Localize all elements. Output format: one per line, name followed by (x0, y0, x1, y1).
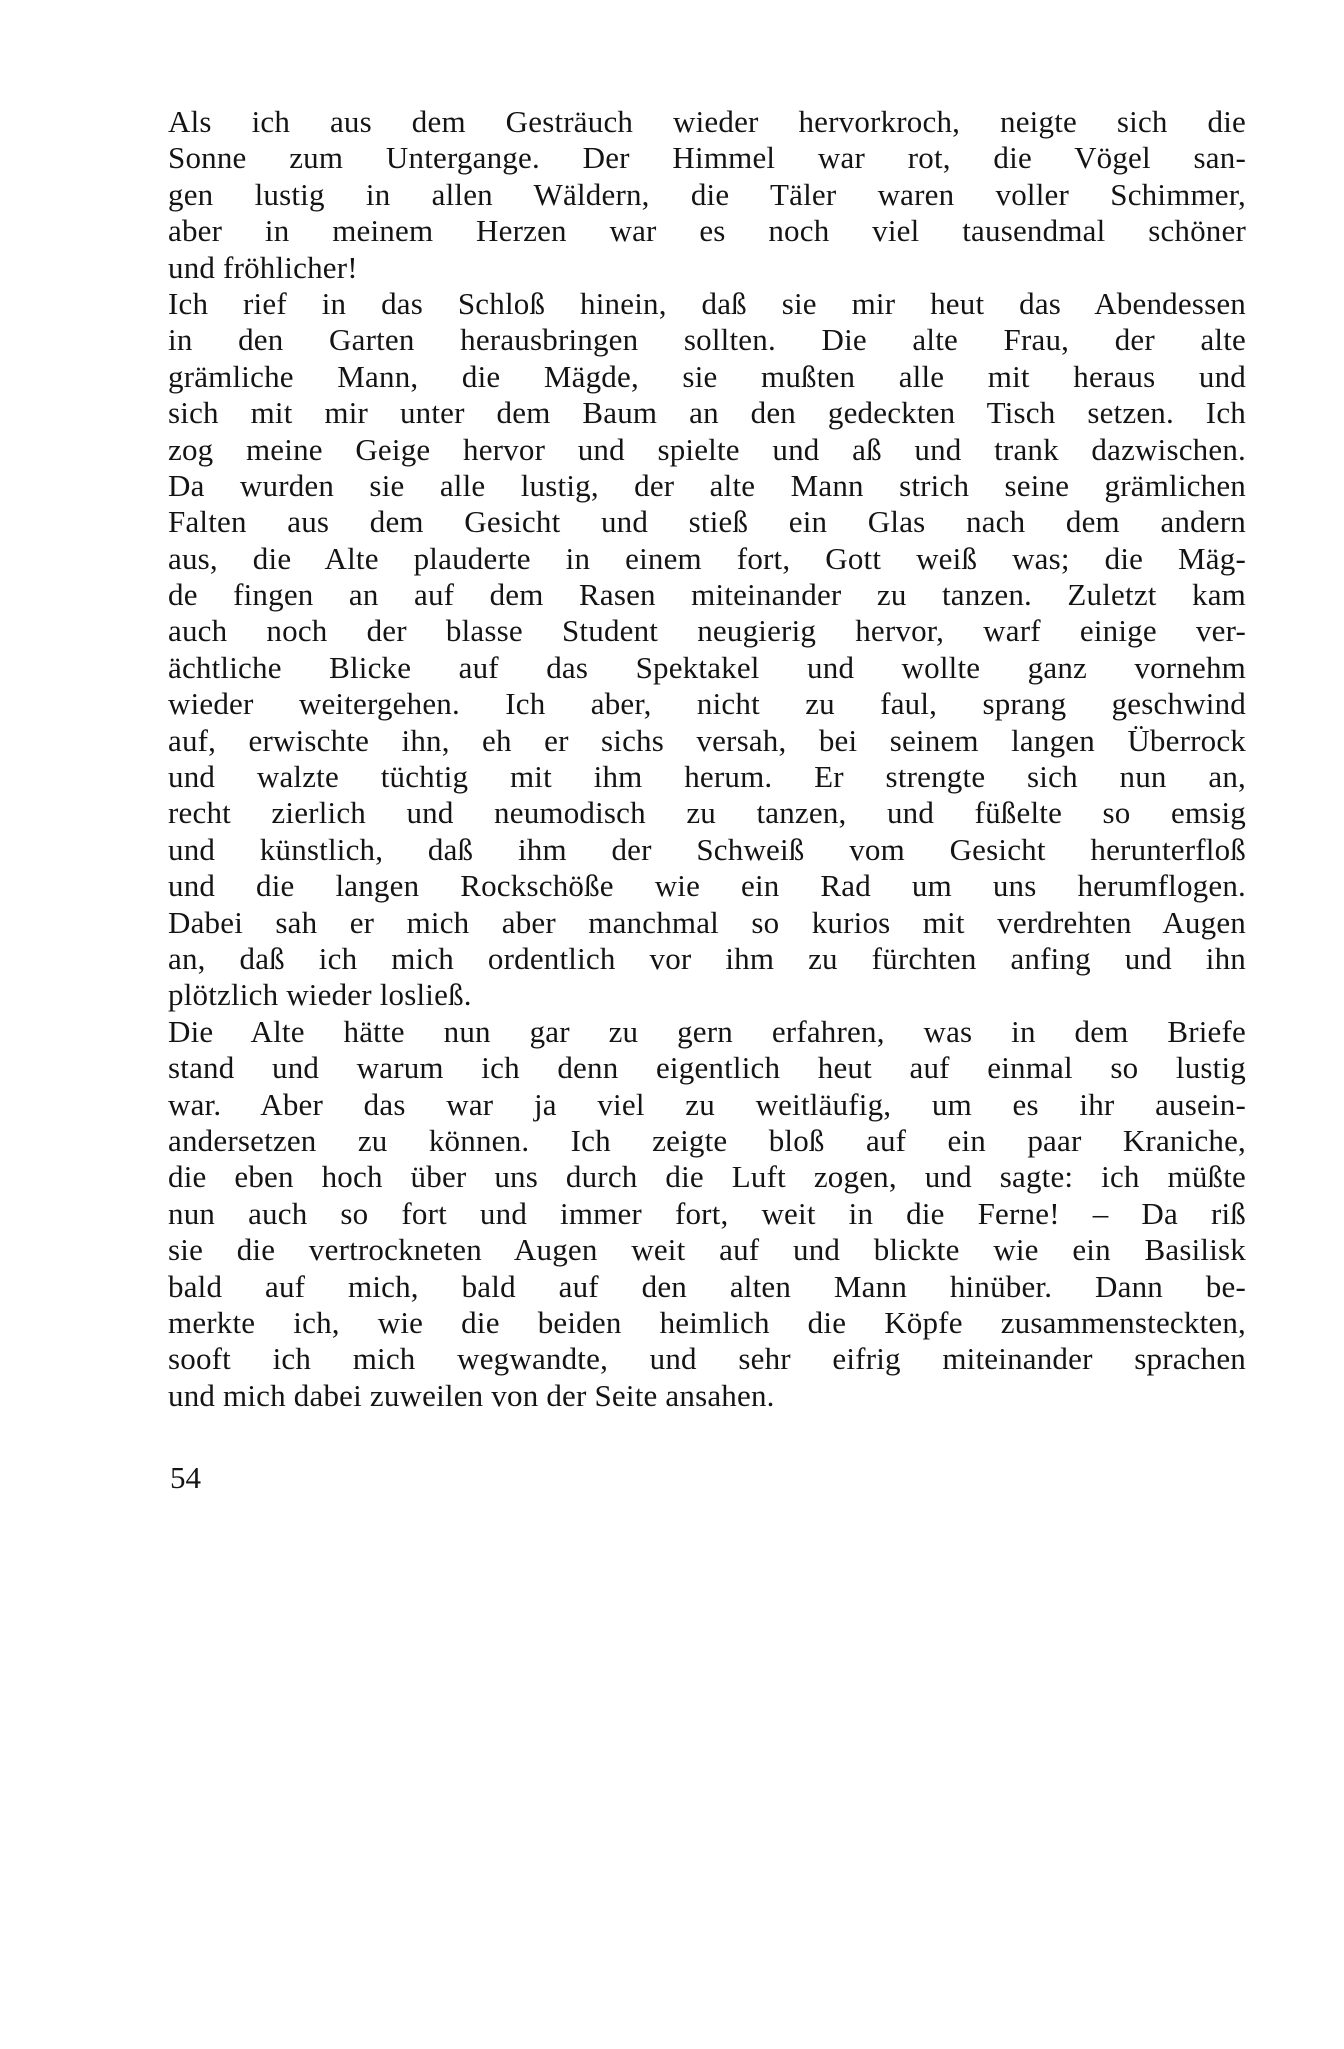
text-line: und die langen Rockschöße wie ein Rad um uns herumflogen. (168, 868, 1246, 904)
text-line: andersetzen zu können. Ich zeigte bloß auf ein paar Kraniche, (168, 1122, 1246, 1158)
text-line: war. Aber das war ja viel zu weitläufig, um es ihr ausein- (168, 1086, 1246, 1122)
text-line: auf, erwischte ihn, eh er sichs versah, bei seinem langen Überrock (168, 722, 1246, 758)
text-line: de fingen an auf dem Rasen miteinander zu tanzen. Zuletzt kam (168, 577, 1246, 613)
text-line: bald auf mich, bald auf den alten Mann hinüber. Dann be- (168, 1268, 1246, 1304)
body-text (168, 104, 1246, 1414)
text-line: aber in meinem Herzen war es noch viel tausendmal schöner (168, 213, 1246, 249)
text-line: die eben hoch über uns durch die Luft zogen, und sagte: ich müßte (168, 1159, 1246, 1195)
text-line: stand und warum ich denn eigentlich heut auf einmal so lustig (168, 1050, 1246, 1086)
text-line: sich mit mir unter dem Baum an den gedeckten Tisch setzen. Ich (168, 395, 1246, 431)
text-line: zog meine Geige hervor und spielte und aß und trank dazwischen. (168, 431, 1246, 467)
text-line: plötzlich wieder losließ. (168, 977, 472, 1013)
text-line: recht zierlich und neumodisch zu tanzen, und füßelte so emsig (168, 795, 1246, 831)
text-line: Ich rief in das Schloß hinein, daß sie mir heut das Abendessen (168, 285, 1246, 321)
text-line: Sonne zum Untergange. Der Himmel war rot, die Vögel san- (168, 140, 1246, 176)
text-line: grämliche Mann, die Mägde, sie mußten alle mit heraus und (168, 358, 1246, 394)
text-line: und mich dabei zuweilen von der Seite ansahen. (168, 1377, 775, 1413)
text-line: ächtliche Blicke auf das Spektakel und wollte ganz vornehm (168, 649, 1246, 685)
text-line: aus, die Alte plauderte in einem fort, Gott weiß was; die Mäg- (168, 540, 1246, 576)
text-line: Die Alte hätte nun gar zu gern erfahren, was in dem Briefe (168, 1013, 1246, 1049)
text-line: und künstlich, daß ihm der Schweiß vom Gesicht herunterfloß (168, 831, 1246, 867)
text-line: Dabei sah er mich aber manchmal so kurios mit verdrehten Augen (168, 904, 1246, 940)
text-line: gen lustig in allen Wäldern, die Täler waren voller Schimmer, (168, 176, 1246, 212)
text-line: an, daß ich mich ordentlich vor ihm zu fürchten anfing und ihn (168, 940, 1246, 976)
text-line: Als ich aus dem Gesträuch wieder hervorkroch, neigte sich die (168, 104, 1246, 139)
text-line: sooft ich mich wegwandte, und sehr eifrig miteinander sprachen (168, 1341, 1246, 1377)
text-line: und fröhlicher! (168, 249, 358, 285)
text-line: auch noch der blasse Student neugierig hervor, warf einige ver- (168, 613, 1246, 649)
text-line: Falten aus dem Gesicht und stieß ein Glas nach dem andern (168, 504, 1246, 540)
text-line: wieder weitergehen. Ich aber, nicht zu faul, sprang geschwind (168, 686, 1246, 722)
text-line: Da wurden sie alle lustig, der alte Mann strich seine grämlichen (168, 467, 1246, 503)
text-line: nun auch so fort und immer fort, weit in die Ferne! – Da riß (168, 1195, 1246, 1231)
text-line: in den Garten herausbringen sollten. Die alte Frau, der alte (168, 322, 1246, 358)
text-line: merkte ich, wie die beiden heimlich die Köpfe zusammensteckten, (168, 1304, 1246, 1340)
page-number: 54 (170, 1460, 201, 1495)
text-line: sie die vertrockneten Augen weit auf und blickte wie ein Basilisk (168, 1232, 1246, 1268)
text-line: und walzte tüchtig mit ihm herum. Er strengte sich nun an, (168, 759, 1246, 795)
